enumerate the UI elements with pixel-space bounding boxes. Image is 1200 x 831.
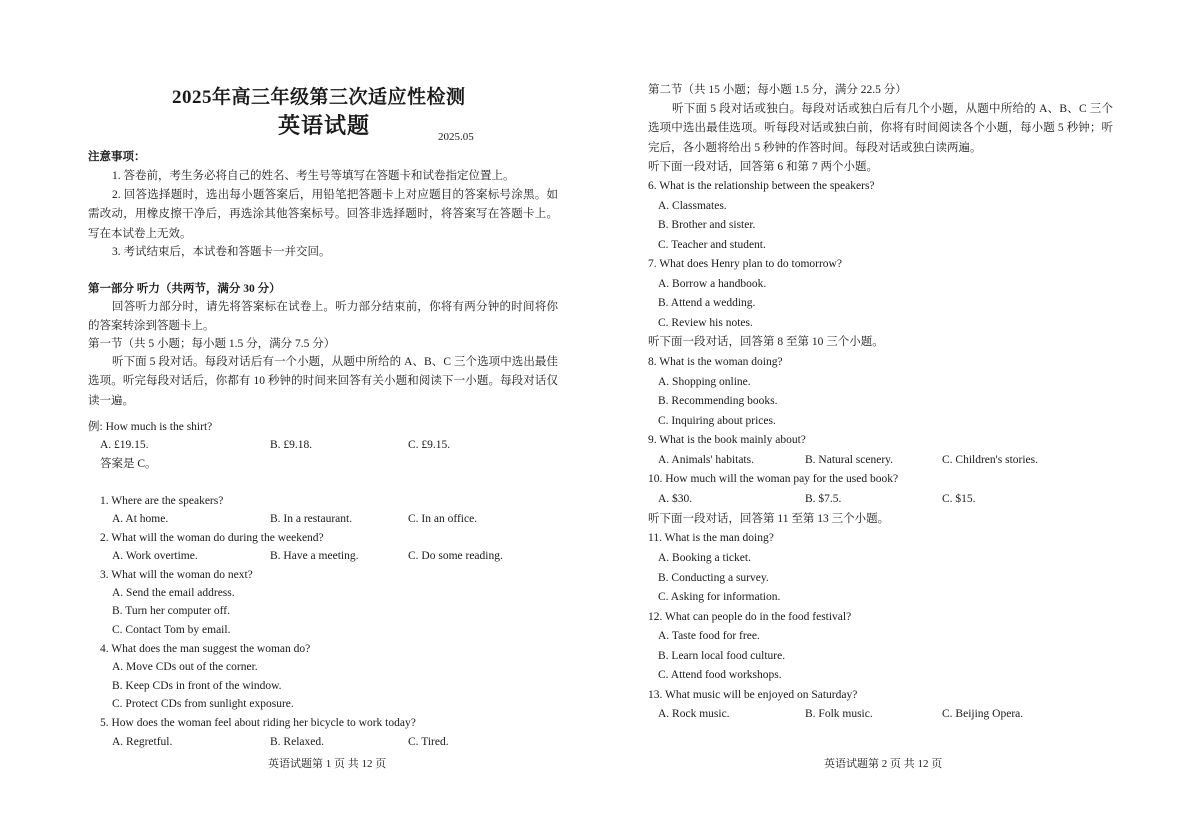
q10-option-c: C. $15.: [942, 493, 976, 505]
question-12: 12. What can people do in the food festival?: [648, 611, 852, 623]
q10-option-a: A. $30.: [658, 493, 693, 505]
instruction-q8-q10: 听下面一段对话，回答第 8 至第 10 三个小题。: [648, 336, 884, 348]
q12-option-b: B. Learn local food culture.: [658, 650, 786, 662]
q7-option-c: C. Review his notes.: [658, 317, 753, 329]
instruction-q6-q7: 听下面一段对话，回答第 6 和第 7 两个小题。: [648, 161, 878, 173]
q9-option-c: C. Children's stories.: [942, 454, 1038, 466]
q2-option-b: B. Have a meeting.: [270, 550, 359, 562]
part1-heading: 第一部分 听力（共两节，满分 30 分）: [88, 283, 281, 295]
exam-title: 2025年高三年级第三次适应性检测: [172, 87, 466, 108]
q12-option-a: A. Taste food for free.: [658, 630, 760, 642]
q13-option-b: B. Folk music.: [805, 708, 873, 720]
notice-item-3: 3. 考试结束后，本试卷和答题卡一并交回。: [112, 246, 331, 258]
q6-option-b: B. Brother and sister.: [658, 219, 756, 231]
q3-option-a: A. Send the email address.: [112, 587, 235, 599]
q2-option-c: C. Do some reading.: [408, 550, 503, 562]
question-5: 5. How does the woman feel about riding her bicycle to work today?: [100, 717, 416, 729]
example-question: 例: How much is the shirt?: [88, 421, 213, 433]
q1-option-a: A. At home.: [112, 513, 169, 525]
example-option-b: B. £9.18.: [270, 439, 313, 451]
question-10: 10. How much will the woman pay for the used book?: [648, 473, 899, 485]
question-4: 4. What does the man suggest the woman do?: [100, 643, 311, 655]
question-9: 9. What is the book mainly about?: [648, 434, 806, 446]
exam-date: 2025.05: [438, 131, 474, 143]
example-option-a: A. £19.15.: [100, 439, 149, 451]
part1-intro: 回答听力部分时，请先将答案标在试卷上。听力部分结束前，你将有两分钟的时间将你的答案转涂到答题卡上。: [88, 301, 558, 333]
question-6: 6. What is the relationship between the speakers?: [648, 180, 875, 192]
question-2: 2. What will the woman do during the weekend?: [100, 532, 324, 544]
q6-option-c: C. Teacher and student.: [658, 239, 766, 251]
example-option-c: C. £9.15.: [408, 439, 451, 451]
q8-option-a: A. Shopping online.: [658, 376, 751, 388]
exam-subject-title: 英语试题: [278, 113, 371, 138]
q13-option-c: C. Beijing Opera.: [942, 708, 1024, 720]
q1-option-c: C. In an office.: [408, 513, 478, 525]
q4-option-b: B. Keep CDs in front of the window.: [112, 680, 282, 692]
page-footer-1: 英语试题第 1 页 共 12 页: [268, 758, 387, 770]
q9-option-a: A. Animals' habitats.: [658, 454, 754, 466]
q7-option-b: B. Attend a wedding.: [658, 297, 756, 309]
notice-heading: 注意事项：: [88, 151, 146, 163]
question-1: 1. Where are the speakers?: [100, 495, 224, 507]
notice-item-2: 2. 回答选择题时，选出每小题答案后，用铅笔把答题卡上对应题目的答案标号涂黑。如需改动，用橡皮擦干净后，再选涂其他答案标号。回答非选择题时，将答案写在答题卡上。写在本试卷上无效。: [88, 189, 558, 240]
q5-option-c: C. Tired.: [408, 736, 449, 748]
q3-option-b: B. Turn her computer off.: [112, 605, 230, 617]
question-8: 8. What is the woman doing?: [648, 356, 783, 368]
q4-option-a: A. Move CDs out of the corner.: [112, 661, 258, 673]
q4-option-c: C. Protect CDs from sunlight exposure.: [112, 698, 294, 710]
q12-option-c: C. Attend food workshops.: [658, 669, 782, 681]
notice-item-1: 1. 答卷前，考生务必将自己的姓名、考生号等填写在答题卡和试卷指定位置上。: [112, 170, 515, 182]
q5-option-a: A. Regretful.: [112, 736, 173, 748]
section1-intro: 听下面 5 段对话。每段对话后有一个小题，从题中所给的 A、B、C 三个选项中选出最佳选项。听完每段对话后，你都有 10 秒钟的时间来回答有关小题和阅读下一小题。每段对话仅读一遍。: [88, 356, 558, 407]
question-11: 11. What is the man doing?: [648, 532, 774, 544]
section1-heading: 第一节（共 5 小题；每小题 1.5 分，满分 7.5 分）: [88, 338, 336, 350]
q9-option-b: B. Natural scenery.: [805, 454, 894, 466]
q1-option-b: B. In a restaurant.: [270, 513, 353, 525]
example-answer: 答案是 C。: [100, 458, 157, 470]
q10-option-b: B. $7.5.: [805, 493, 842, 505]
q13-option-a: A. Rock music.: [658, 708, 730, 720]
q7-option-a: A. Borrow a handbook.: [658, 278, 767, 290]
q8-option-c: C. Inquiring about prices.: [658, 415, 776, 427]
q11-option-c: C. Asking for information.: [658, 591, 781, 603]
page-footer-2: 英语试题第 2 页 共 12 页: [824, 758, 943, 770]
section2-heading: 第二节（共 15 小题；每小题 1.5 分，满分 22.5 分）: [648, 84, 907, 96]
q5-option-b: B. Relaxed.: [270, 736, 324, 748]
q11-option-b: B. Conducting a survey.: [658, 572, 769, 584]
instruction-q11-q13: 听下面一段对话，回答第 11 至第 13 三个小题。: [648, 513, 890, 525]
q2-option-a: A. Work overtime.: [112, 550, 198, 562]
q11-option-a: A. Booking a ticket.: [658, 552, 751, 564]
exam-page-2: [600, 0, 1200, 831]
question-3: 3. What will the woman do next?: [100, 569, 253, 581]
question-13: 13. What music will be enjoyed on Saturday?: [648, 689, 858, 701]
question-7: 7. What does Henry plan to do tomorrow?: [648, 258, 842, 270]
q8-option-b: B. Recommending books.: [658, 395, 778, 407]
section2-intro: 听下面 5 段对话或独白。每段对话或独白后有几个小题，从题中所给的 A、B、C 三个选项中选出最佳选项。听每段对话或独白前，你将有时间阅读各个小题，每小题 5 秒钟；听完后，各小题将给出 5 秒钟的作答时间。每段对话或独白读两遍。: [648, 103, 1113, 154]
q6-option-a: A. Classmates.: [658, 200, 727, 212]
q3-option-c: C. Contact Tom by email.: [112, 624, 231, 636]
